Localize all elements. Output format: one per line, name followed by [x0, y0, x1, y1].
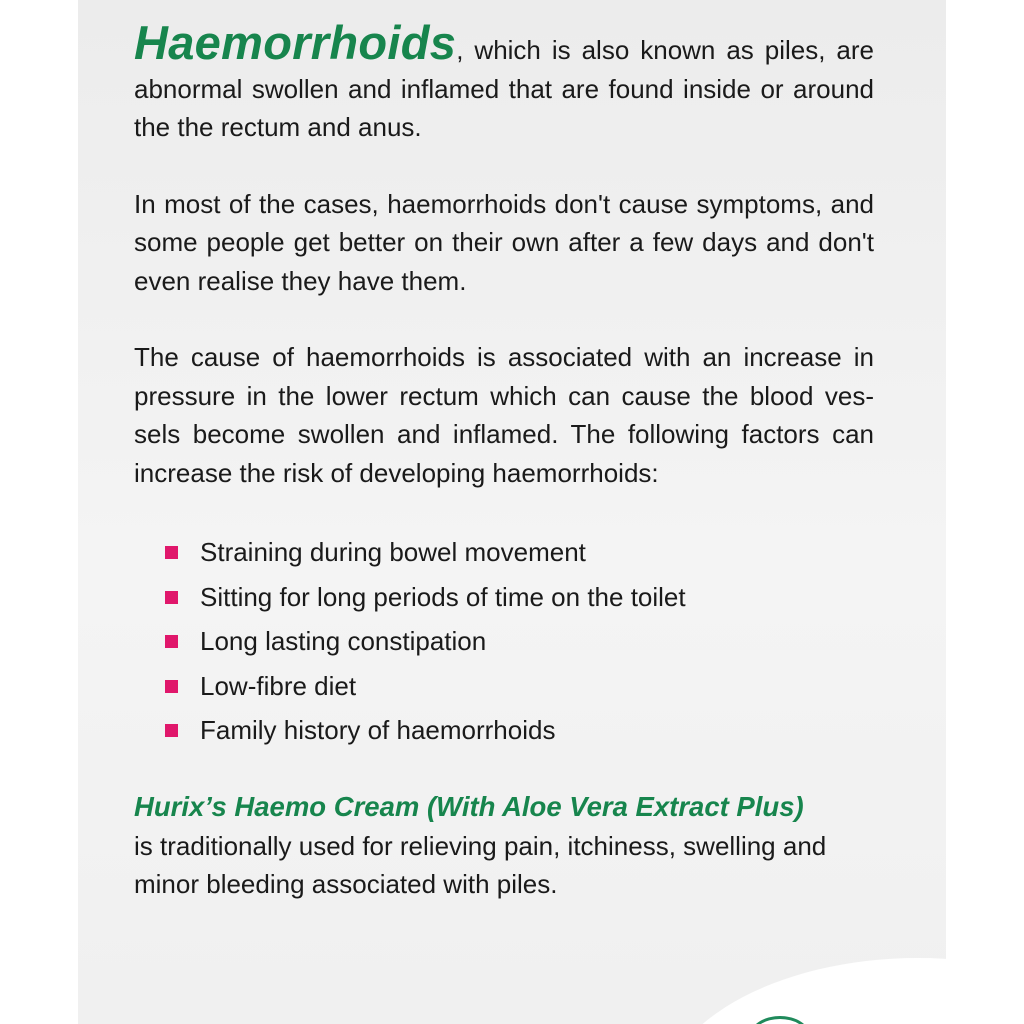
bullet-square-icon — [165, 680, 178, 693]
symptoms-paragraph: In most of the cases, haemorrhoids don't cause symptoms, and some people get better on their own after a few days and don't even realise they have them. — [134, 188, 874, 296]
list-item — [162, 575, 874, 620]
product-name: Hurix’s Haemo Cream (With Aloe Vera Extract Plus) — [134, 790, 804, 822]
list-item-text: Sitting for long periods of time on the toilet — [200, 581, 686, 612]
list-item — [162, 664, 874, 709]
list-item-text: Long lasting constipation — [200, 626, 487, 656]
bullet-square-icon — [165, 546, 178, 559]
list-item-text: Family history of haemorrhoids — [200, 715, 556, 745]
intro-paragraph — [134, 16, 874, 147]
causes-paragraph: The cause of haemorrhoids is associated with an increase in pressure in the lower rectum which can cause the blood ves-sels become swollen and inflamed. The following factors can increase the risk of developing haemorrhoids: — [134, 342, 874, 488]
intro-text: , which is also known as piles, are abnormal swollen and inflamed that are found inside or around the the rectum and anus. — [134, 35, 874, 142]
product-description: is traditionally used for relieving pain, itchiness, swelling and minor bleeding associated with piles. — [134, 830, 827, 899]
list-item-text: Straining during bowel movement — [200, 537, 586, 567]
risk-factor-list — [162, 530, 874, 753]
decorative-curve — [658, 958, 946, 1024]
bullet-square-icon — [165, 591, 178, 604]
list-item-text: Low-fibre diet — [200, 670, 357, 701]
list-item — [162, 619, 874, 664]
article-body — [134, 16, 874, 904]
list-item — [162, 708, 874, 753]
heading-term: Haemorrhoids — [134, 16, 457, 69]
list-item — [162, 530, 874, 575]
bullet-square-icon — [165, 635, 178, 648]
bullet-square-icon — [165, 724, 178, 737]
